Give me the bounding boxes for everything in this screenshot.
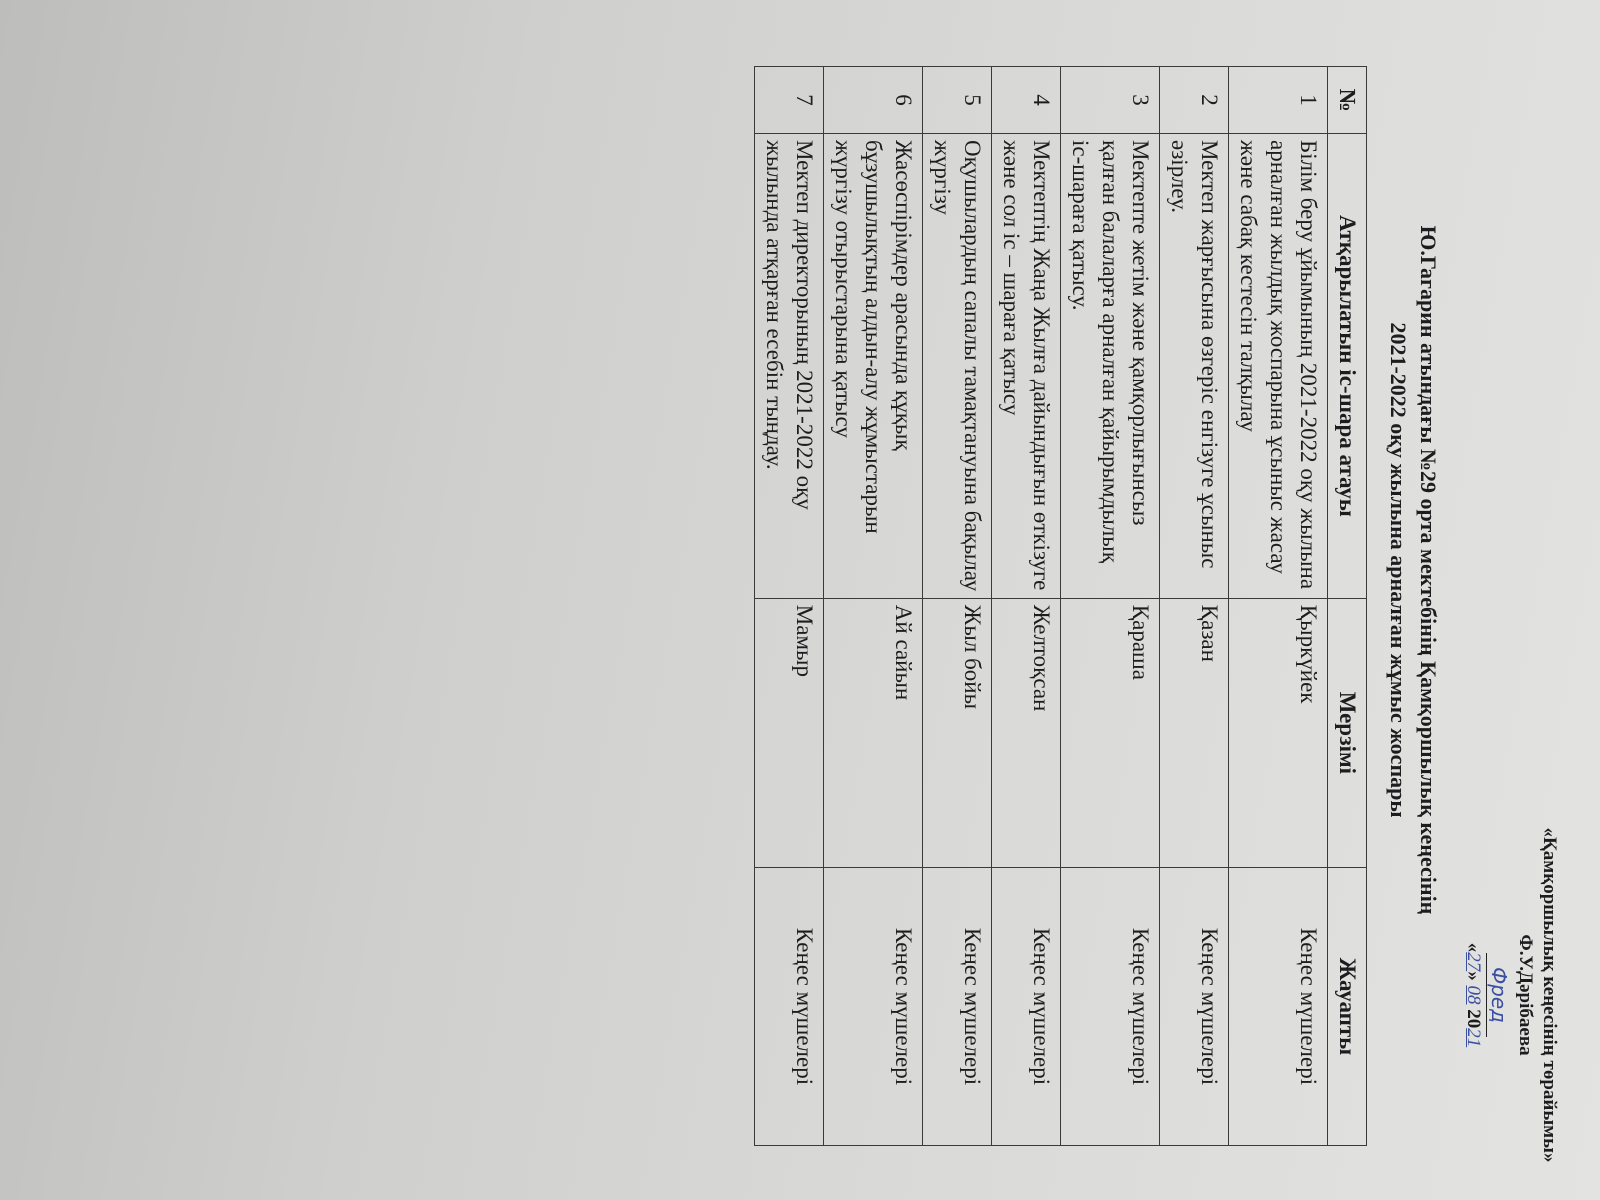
row-event: Мектепте жетім және қамқорлығынсыз қалған балаларға арналған қайырымдылық іс-шараға қатысу. bbox=[1061, 134, 1160, 599]
row-responsible: Кеңес мүшелері bbox=[824, 867, 923, 1145]
row-number: 3 bbox=[1061, 67, 1160, 134]
table-row bbox=[923, 67, 992, 1146]
table-header-row bbox=[1328, 67, 1367, 1146]
row-number: 7 bbox=[755, 67, 824, 134]
row-term: Ай сайын bbox=[824, 598, 923, 867]
table-row bbox=[1229, 67, 1328, 1146]
row-responsible: Кеңес мүшелері bbox=[1061, 867, 1160, 1145]
table-row bbox=[1160, 67, 1229, 1146]
date-day: 27 bbox=[1463, 952, 1484, 972]
row-number: 6 bbox=[824, 67, 923, 134]
row-responsible: Кеңес мүшелері bbox=[755, 867, 824, 1145]
row-event: Оқушылардың сапалы тамақтануына бақылау жүргізу bbox=[923, 134, 992, 599]
row-term: Мамыр bbox=[755, 598, 824, 867]
row-responsible: Кеңес мүшелері bbox=[1160, 867, 1229, 1145]
date-close-quote: » bbox=[1463, 971, 1484, 981]
row-term: Жыл бойы bbox=[923, 598, 992, 867]
document-page bbox=[25, 20, 1585, 1180]
row-term: Қараша bbox=[1061, 598, 1160, 867]
header-responsible: Жауапты bbox=[1328, 867, 1367, 1145]
header-event: Атқарылатын іс-шара атауы bbox=[1328, 134, 1367, 599]
table-row bbox=[824, 67, 923, 1146]
row-event: Білім беру ұйымының 2021-2022 оқу жылына арналған жылдық жоспарына ұсыныс жасау және сабақ кестесін талқылау bbox=[1229, 134, 1328, 599]
header-term: Мерзімі bbox=[1328, 598, 1367, 867]
title-line-1: Ю.Гагарин атындағы №29 орта мектебінің Қамқоршылық кеңесінің bbox=[1416, 225, 1441, 915]
row-term: Қыркүйек bbox=[1229, 598, 1328, 867]
approval-date bbox=[1461, 825, 1485, 1165]
date-month: 08 bbox=[1463, 985, 1484, 1005]
handwritten-signature: Фред bbox=[1486, 953, 1511, 1037]
row-responsible: Кеңес мүшелері bbox=[1229, 867, 1328, 1145]
table-row bbox=[1061, 67, 1160, 1146]
row-term: Қазан bbox=[1160, 598, 1229, 867]
approval-heading: «Қамқоршылық кеңесінің төрайымы» bbox=[1539, 827, 1560, 1163]
row-number: 4 bbox=[992, 67, 1061, 134]
row-event: Мектеп жарғысына өзгеріс енгізуге ұсыныс әзірлеу. bbox=[1160, 134, 1229, 599]
date-open-quote: « bbox=[1463, 942, 1484, 953]
approval-block bbox=[1461, 825, 1561, 1165]
work-plan-table bbox=[754, 66, 1367, 1146]
approver-name: Ф.У.Дәрібаева bbox=[1515, 934, 1536, 1056]
row-number: 1 bbox=[1229, 67, 1328, 134]
row-responsible: Кеңес мүшелері bbox=[923, 867, 992, 1145]
table-row bbox=[992, 67, 1061, 1146]
row-number: 5 bbox=[923, 67, 992, 134]
row-term: Желтоқсан bbox=[992, 598, 1061, 867]
header-number: № bbox=[1328, 67, 1367, 134]
row-responsible: Кеңес мүшелері bbox=[992, 867, 1061, 1145]
row-event: Мектеп директорының 2021-2022 оқу жылында атқарған есебін тыңдау. bbox=[755, 134, 824, 599]
row-event: Жасөспірімдер арасында құқық бұзушылықтың алдын-алу жұмыстарын жүргізу отырыстарына қатысу bbox=[824, 134, 923, 599]
document-title bbox=[1383, 20, 1443, 1120]
date-year-suffix: 21 bbox=[1463, 1028, 1484, 1048]
date-year-prefix: 20 bbox=[1463, 1009, 1484, 1029]
row-number: 2 bbox=[1160, 67, 1229, 134]
title-line-2: 2021-2022 оқу жылына арналған жұмыс жоспары bbox=[1386, 322, 1411, 818]
table-row bbox=[755, 67, 824, 1146]
row-event: Мектептің Жаңа Жылға дайындығын өткізуге және сол іс – шараға қатысу bbox=[992, 134, 1061, 599]
